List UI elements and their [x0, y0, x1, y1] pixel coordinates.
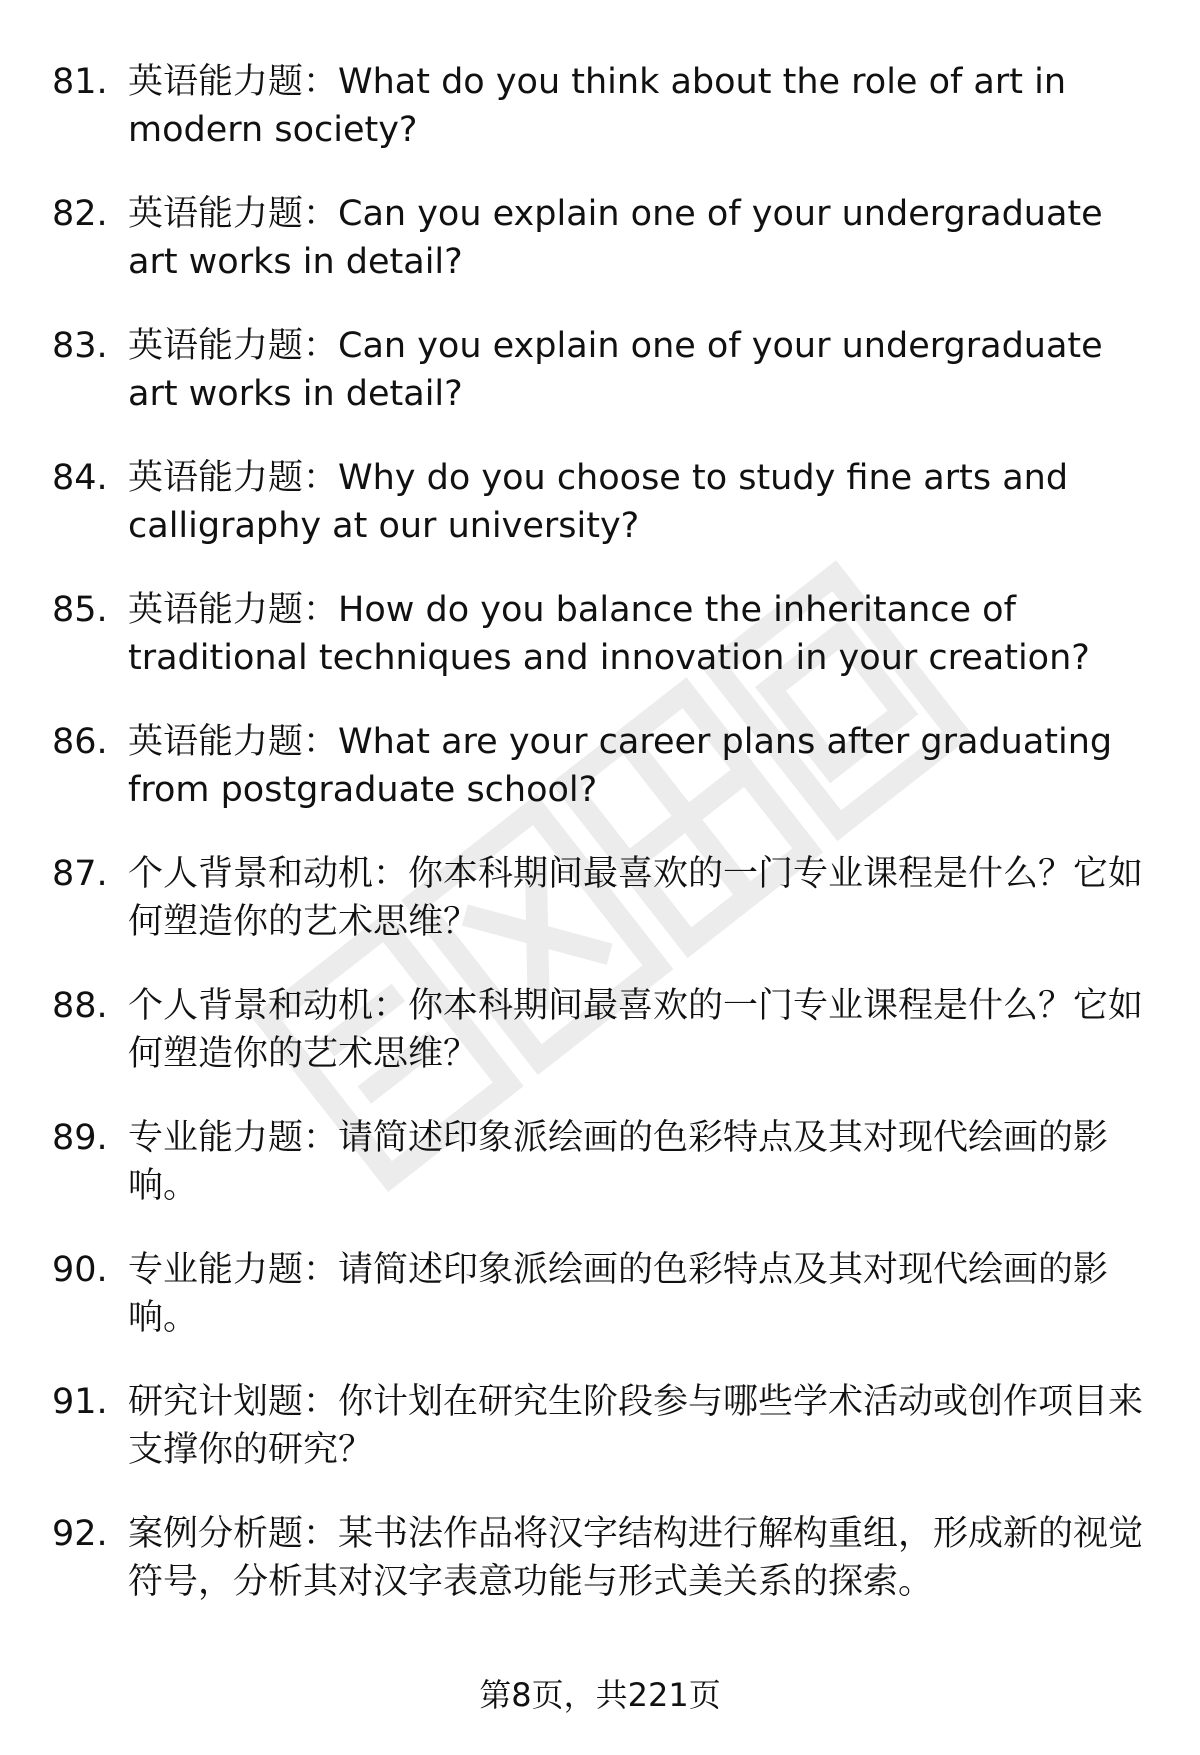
question-item	[0, 586, 1200, 718]
question-number: 82.	[52, 194, 108, 234]
question-item	[0, 454, 1200, 586]
question-item	[0, 850, 1200, 982]
question-text: 专业能力题：请简述印象派绘画的色彩特点及其对现代绘画的影响。	[128, 1250, 1109, 1338]
question-text: 英语能力题：Can you explain one of your undergraduate art works in detail?	[128, 326, 1103, 414]
question-list	[0, 58, 1200, 1642]
question-text: 专业能力题：请简述印象派绘画的色彩特点及其对现代绘画的影响。	[128, 1118, 1109, 1206]
question-text: 英语能力题：Why do you choose to study fine arts and calligraphy at our university?	[128, 458, 1069, 546]
question-text: 案例分析题：某书法作品将汉字结构进行解构重组，形成新的视觉符号，分析其对汉字表意功能与形式美关系的探索。	[128, 1514, 1144, 1602]
question-text: 英语能力题：What do you think about the role of art in modern society?	[128, 62, 1067, 150]
question-number: 85.	[52, 590, 108, 630]
question-number: 81.	[52, 62, 108, 102]
question-number: 88.	[52, 986, 108, 1026]
question-item	[0, 58, 1200, 190]
question-number: 90.	[52, 1250, 108, 1290]
question-item	[0, 1510, 1200, 1642]
question-number: 84.	[52, 458, 108, 498]
question-item	[0, 982, 1200, 1114]
question-item	[0, 322, 1200, 454]
question-number: 89.	[52, 1118, 108, 1158]
question-number: 92.	[52, 1514, 108, 1554]
question-number: 87.	[52, 854, 108, 894]
page-footer: 第8页，共221页	[479, 1676, 721, 1714]
question-item	[0, 1378, 1200, 1510]
question-item	[0, 1114, 1200, 1246]
question-text: 英语能力题：Can you explain one of your undergraduate art works in detail?	[128, 194, 1103, 282]
question-item	[0, 718, 1200, 850]
question-text: 研究计划题：你计划在研究生阶段参与哪些学术活动或创作项目来支撑你的研究？	[128, 1382, 1144, 1470]
question-text: 英语能力题：What are your career plans after graduating from postgraduate school?	[128, 722, 1113, 810]
question-number: 91.	[52, 1382, 108, 1422]
question-number: 86.	[52, 722, 108, 762]
question-item	[0, 1246, 1200, 1378]
question-item	[0, 190, 1200, 322]
question-text: 个人背景和动机：你本科期间最喜欢的一门专业课程是什么？它如何塑造你的艺术思维？	[128, 854, 1144, 942]
question-text: 英语能力题：How do you balance the inheritance of traditional techniques and innovation in your creation?	[128, 590, 1090, 678]
question-text: 个人背景和动机：你本科期间最喜欢的一门专业课程是什么？它如何塑造你的艺术思维？	[128, 986, 1144, 1074]
question-number: 83.	[52, 326, 108, 366]
